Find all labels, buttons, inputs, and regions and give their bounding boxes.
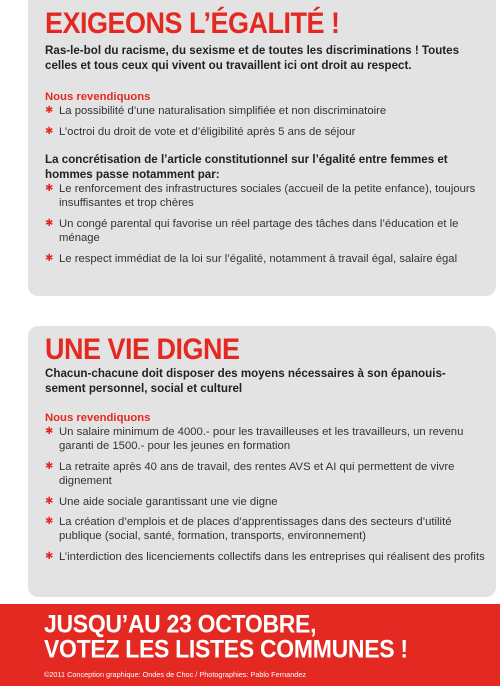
asterisk-icon: ✱ — [45, 126, 54, 138]
cta-heading — [44, 609, 408, 663]
list-item: ✱ Un congé parental qui favorise un réel partage des tâches dans l’éducation et le ménage — [45, 217, 459, 245]
section-intro: Ras-le-bol du racisme, du sexisme et de toutes les discriminations ! Toutes celles et tous ceux qui vivent ou travaillent ici ont droit au respect. — [45, 44, 460, 72]
equality-section — [28, 0, 496, 296]
list-item: ✱ Le renforcement des infrastructures sociales (accueil de la petite enfance), toujours insuffisantes et trop chères — [45, 183, 476, 210]
demands-list — [45, 425, 485, 564]
list-item: ✱ L’interdiction des licenciements collectifs dans les entreprises qui réalisent des profits — [45, 550, 485, 563]
demands-label: Nous revendiquons — [45, 412, 151, 424]
asterisk-icon: ✱ — [45, 550, 54, 562]
asterisk-icon: ✱ — [45, 217, 54, 229]
asterisk-icon: ✱ — [45, 105, 54, 116]
asterisk-icon: ✱ — [45, 516, 54, 528]
section-title: UNE VIE DIGNE — [45, 332, 240, 366]
cta-line-2: VOTEZ LES LISTES COMMUNES ! — [44, 634, 408, 663]
decent-life-section — [28, 326, 496, 597]
list-item: ✱ La retraite après 40 ans de travail, des rentes AVS et AI qui permettent de vivre dignement — [45, 460, 455, 488]
section-title: EXIGEONS L’ÉGALITÉ ! — [45, 6, 340, 40]
cta-line-1: JUSQU’AU 23 OCTOBRE, — [44, 609, 317, 638]
list-item: ✱ La possibilité d’une naturalisation simplifiée et non discriminatoire — [45, 105, 387, 117]
section-intro: Chacun-chacune doit disposer des moyens nécessaires à son épanouis-sement personnel, social et culturel — [45, 367, 446, 395]
list-item: ✱ Une aide sociale garantissant une vie digne — [45, 495, 278, 508]
asterisk-icon: ✱ — [45, 252, 54, 264]
list-item: ✱ La création d’emplois et de places d’apprentissages dans des secteurs d’utilité publique (social, santé, formation, transports, environnement) — [45, 516, 452, 543]
asterisk-icon: ✱ — [45, 426, 54, 437]
list-item: ✱ Le respect immédiat de la loi sur l’égalité, notamment à travail égal, salaire égal — [45, 252, 458, 265]
article-title: La concrétisation de l’article constitutionnel sur l’égalité entre femmes et hommes passe notamment par: — [45, 153, 448, 181]
credits: ©2011 Conception graphique: Ondes de Choc / Photographies: Pablo Fernandez — [44, 670, 307, 679]
demands-list — [45, 104, 485, 140]
list-item: ✱ Un salaire minimum de 4000.- pour les travailleuses et les travailleurs, un revenu garanti de 1500.- pour les jeunes en formation — [45, 426, 464, 453]
list-item: ✱ L’octroi du droit de vote et d’éligibilité après 5 ans de séjour — [45, 126, 356, 139]
demands-label: Nous revendiquons — [45, 91, 151, 103]
asterisk-icon: ✱ — [45, 495, 54, 507]
asterisk-icon: ✱ — [45, 183, 54, 194]
asterisk-icon: ✱ — [45, 460, 54, 472]
article-list — [45, 182, 485, 266]
call-to-action-banner — [0, 604, 500, 686]
